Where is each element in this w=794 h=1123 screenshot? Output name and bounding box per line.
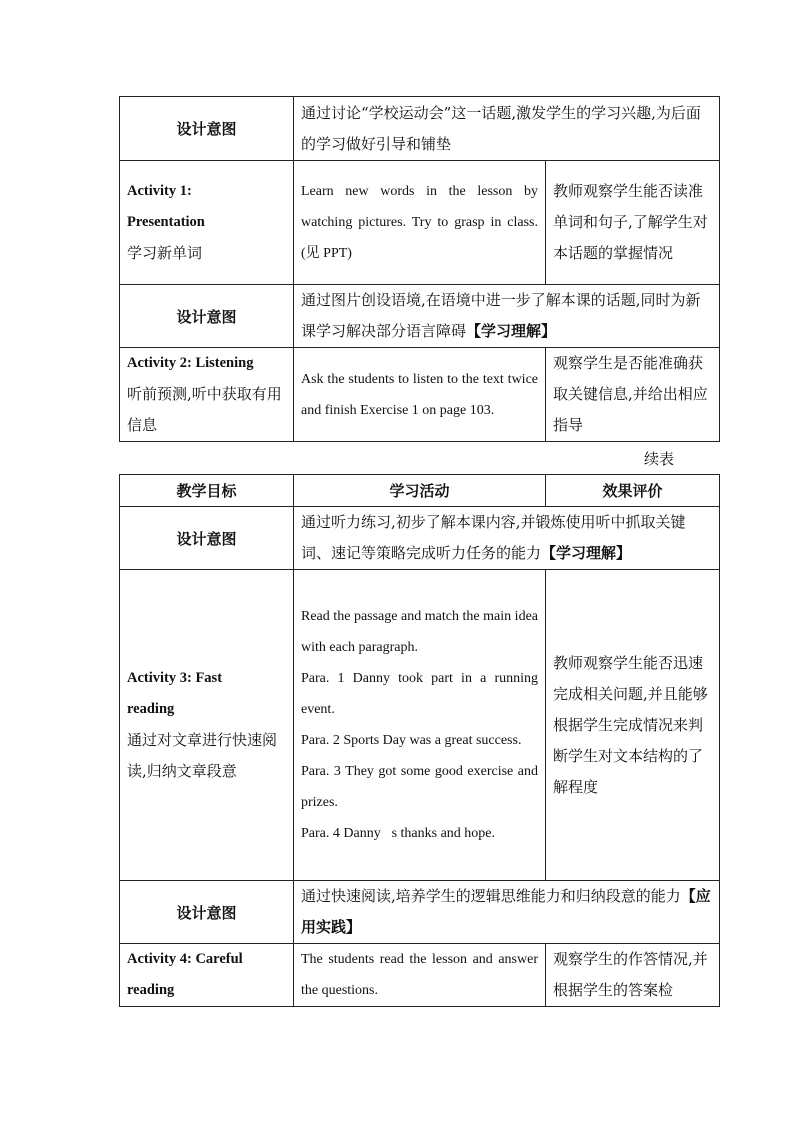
design-intent-label: 设计意图 [120, 97, 294, 161]
design-intent-text [294, 285, 720, 348]
activity-4-title: Activity 4: Careful [127, 951, 243, 967]
activity-3-cell [120, 570, 294, 881]
lesson-table-2 [119, 474, 720, 1007]
header-effect-evaluation: 效果评价 [546, 475, 720, 507]
activity-4-description: The students read the lesson and answer the questions. [294, 944, 546, 1007]
header-teaching-goal: 教学目标 [120, 475, 294, 507]
paragraph-match-item: Para. 3 They got some good exercise and prizes. [301, 764, 538, 810]
activity-3-title: Activity 3: Fast [127, 670, 223, 686]
activity-4-cell [120, 944, 294, 1007]
table-row [120, 944, 720, 1007]
table-row [120, 507, 720, 570]
design-intent-text [294, 507, 720, 570]
design-intent-label: 设计意图 [120, 507, 294, 570]
activity-2-goal: 听前预测,听中获取有用信息 [127, 385, 282, 434]
activity-1-evaluation: 教师观察学生能否读准单词和句子,了解学生对本话题的掌握情况 [546, 161, 720, 285]
activity-2-description: Ask the students to listen to the text twice and finish Exercise 1 on page 103. [294, 348, 546, 442]
activity-1-subtitle: Presentation [127, 214, 205, 230]
activity-3-description [294, 570, 546, 881]
paragraph-match-item: Para. 2 Sports Day was a great success. [301, 733, 522, 748]
lesson-table-1 [119, 96, 720, 442]
continued-label: 续表 [643, 450, 674, 468]
table-header-row [120, 475, 720, 507]
activity-3-subtitle: reading [127, 701, 175, 717]
design-intent-label: 设计意图 [120, 881, 294, 944]
design-intent-body: 通过听力练习,初步了解本课内容,并锻炼使用听中抓取关键词、速记等策略完成听力任务的能力 [301, 513, 686, 562]
design-intent-tag: 【应用实践】 [301, 887, 711, 936]
header-learning-activity: 学习活动 [294, 475, 546, 507]
design-intent-text [294, 881, 720, 944]
design-intent-tag: 【学习理解】 [466, 322, 557, 340]
design-intent-text: 通过讨论“学校运动会”这一话题,激发学生的学习兴趣,为后面的学习做好引导和铺垫 [294, 97, 720, 161]
table-row [120, 97, 720, 161]
paragraph-match-item: Para. 1 Danny took part in a running event. [301, 671, 538, 717]
activity-2-title: Activity 2: Listening [127, 355, 254, 371]
table-row [120, 285, 720, 348]
activity-4-evaluation: 观察学生的作答情况,并根据学生的答案检 [546, 944, 720, 1007]
design-intent-tag: 【学习理解】 [541, 544, 632, 562]
table-row [120, 570, 720, 881]
table-row [120, 348, 720, 442]
table-row [120, 881, 720, 944]
activity-1-cell [120, 161, 294, 285]
table-row [120, 161, 720, 285]
activity-2-evaluation: 观察学生是否能准确获取关键信息,并给出相应指导 [546, 348, 720, 442]
design-intent-body: 通过快速阅读,培养学生的逻辑思维能力和归纳段意的能力 [301, 887, 681, 905]
activity-3-evaluation: 教师观察学生能否迅速完成相关问题,并且能够根据学生完成情况来判断学生对文本结构的了解程度 [546, 570, 720, 881]
activity-2-cell [120, 348, 294, 442]
activity-1-goal: 学习新单词 [127, 244, 203, 262]
activity-3-intro: Read the passage and match the main idea with each paragraph. [301, 609, 538, 655]
design-intent-label: 设计意图 [120, 285, 294, 348]
activity-1-description: Learn new words in the lesson by watching pictures. Try to grasp in class.(见 PPT) [294, 161, 546, 285]
activity-1-title: Activity 1: [127, 183, 192, 199]
activity-4-subtitle: reading [127, 982, 175, 998]
design-intent-body: 通过图片创设语境,在语境中进一步了解本课的话题,同时为新课学习解决部分语言障碍 [301, 291, 701, 340]
paragraph-match-item: Para. 4 Danny s thanks and hope. [301, 826, 496, 841]
activity-3-goal: 通过对文章进行快速阅读,归纳文章段意 [127, 731, 278, 780]
